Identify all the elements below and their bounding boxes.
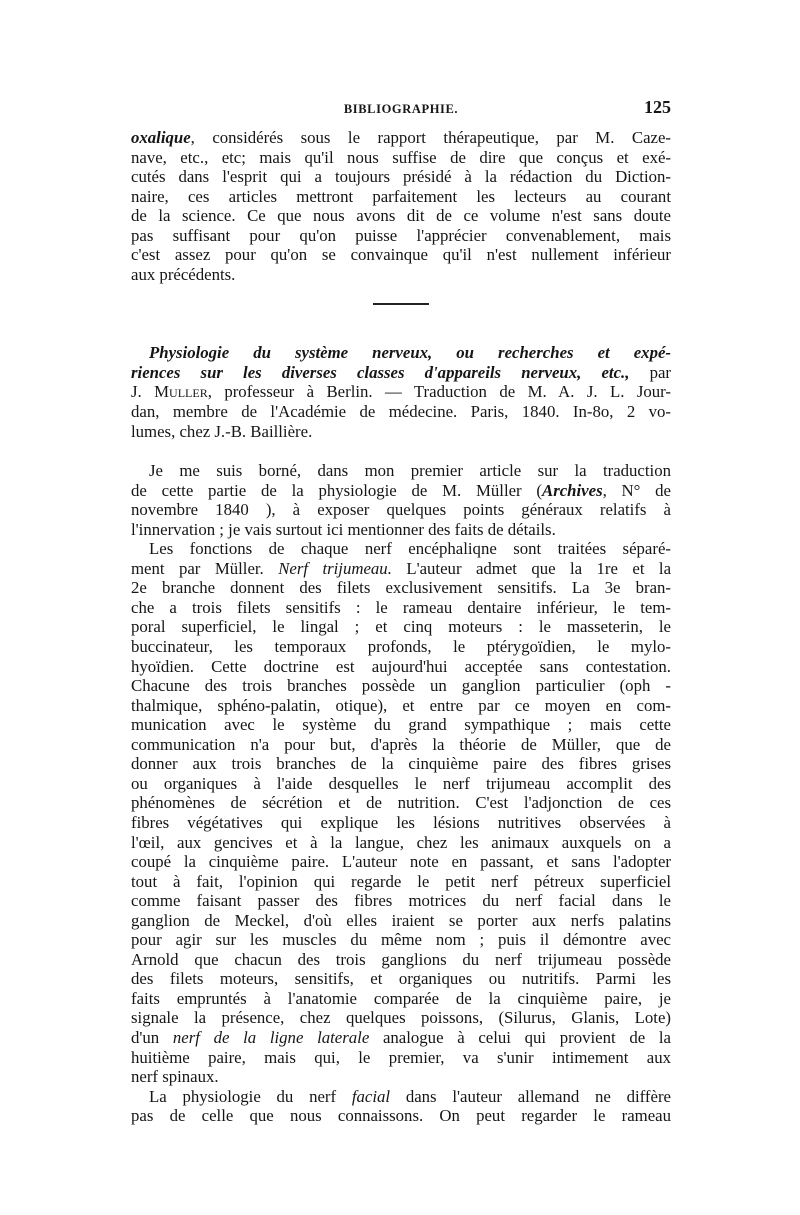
text-run: , N° de: [602, 480, 671, 500]
text-line: [131, 539, 671, 559]
text-run: munication avec le système du grand sympathique ; mais cette: [131, 715, 671, 735]
text-line: [131, 872, 671, 892]
text-run: J.: [131, 382, 155, 402]
text-line: [131, 676, 671, 696]
text-run: Les fonctions de chaque nerf encéphaliqne sont traitées séparé-: [149, 539, 671, 559]
text-line: [131, 1087, 671, 1107]
text-line: [131, 363, 671, 383]
text-line: [131, 1106, 671, 1126]
text-line: [131, 696, 671, 716]
text-run: facial: [351, 1086, 391, 1106]
text-line: [131, 989, 671, 1009]
text-line: [131, 1008, 671, 1028]
text-line: [131, 852, 671, 872]
text-line: [131, 481, 671, 501]
text-run: ganglion de Meckel, d'où elles iraient se porter aux nerfs palatins: [131, 910, 671, 930]
text-run: analogue à celui qui provient de la: [369, 1027, 671, 1047]
page-number: 125: [644, 97, 671, 117]
text-run: oxalique: [131, 128, 191, 147]
text-run: Archives: [542, 480, 603, 500]
text-line: [131, 167, 671, 187]
text-run: faits empruntés à l'anatomie comparée de la cinquième paire, je: [131, 988, 671, 1008]
page-header: [131, 98, 671, 120]
text-line: [131, 187, 671, 207]
text-line: [131, 461, 671, 481]
text-line: [131, 1048, 671, 1068]
text-run: c'est assez pour qu'on se convainque qu'il n'est nullement inférieur: [131, 245, 671, 265]
text-run: l'innervation ; je vais surtout ici mentionner des faits de détails.: [131, 519, 556, 539]
text-line: [131, 793, 671, 813]
text-line: [131, 206, 671, 226]
text-line: [131, 950, 671, 970]
text-line: [131, 813, 671, 833]
text-run: l'œil, aux gencives et à la langue, chez les animaux auxquels on a: [131, 832, 671, 852]
text-run: aux précédents.: [131, 264, 236, 284]
text-run: dan, membre de l'Académie de médecine. Paris, 1840. In-8o, 2 vo-: [131, 402, 671, 422]
text-run: La physiologie du nerf: [149, 1086, 352, 1106]
text-run: nerf de la ligne laterale: [172, 1027, 370, 1047]
text-line: [131, 911, 671, 931]
text-run: huitième paire, mais qui, le premier, va s'unir intimement aux: [131, 1047, 671, 1067]
text-line: [131, 715, 671, 735]
text-run: de la science. Ce que nous avons dit de ce volume n'est sans doute: [131, 206, 671, 226]
text-line: [131, 382, 671, 402]
text-run: nave, etc., etc; mais qu'il nous suffise de dire que conçus et exé-: [131, 147, 671, 167]
text-line: [131, 343, 671, 363]
text-line: [131, 578, 671, 598]
text-line: [131, 930, 671, 950]
text-run: L'auteur admet que la 1re et la: [391, 558, 672, 578]
text-run: 2e branche donnent des filets exclusivement sensitifs. La 3e bran-: [131, 578, 671, 598]
text-run: pas suffisant pour qu'on puisse l'apprécier convenablement, mais: [131, 225, 671, 245]
text-line: [131, 833, 671, 853]
text-run: coupé la cinquième paire. L'auteur note en passant, et sans l'adopter: [131, 852, 671, 872]
text-run: d'un: [131, 1027, 173, 1047]
text-run: signale la présence, chez quelques poissons, (Silurus, Glanis, Lote): [131, 1008, 671, 1028]
text-run: hyoïdien. Cette doctrine est aujourd'hui acceptée sans contestation.: [131, 656, 671, 676]
text-line: [131, 637, 671, 657]
text-run: cutés dans l'esprit qui a toujours présidé à la rédaction du Diction-: [131, 167, 671, 187]
text-run: comme faisant passer des fibres motrices du nerf facial dans le: [131, 891, 671, 911]
text-run: riences sur les diverses classes d'appareils nerveux, etc.,: [131, 362, 630, 382]
text-line: [131, 128, 671, 148]
text-line: [131, 754, 671, 774]
text-line: [131, 520, 671, 540]
text-run: che a trois filets sensitifs : le rameau dentaire inférieur, le tem-: [131, 597, 671, 617]
running-head: BIBLIOGRAPHIE.: [343, 102, 459, 116]
text-line: [131, 969, 671, 989]
text-run: naire, ces articles mettront parfaitement les lecteurs au courant: [131, 186, 671, 206]
text-line: [131, 245, 671, 265]
text-run: Muller: [154, 382, 208, 402]
text-run: pour agir sur les muscles du même nom ; puis il démontre avec: [131, 930, 671, 950]
text-line: [131, 657, 671, 677]
text-run: , considérés sous le rapport thérapeutique, par M. Caze-: [190, 128, 671, 147]
text-run: thalmique, sphéno-palatin, otique), et entre par ce moyen en com-: [131, 695, 671, 715]
bibliography-entry: [131, 343, 671, 441]
text-run: , professeur à Berlin. — Traduction de M. A. J. L. Jour-: [207, 382, 672, 402]
text-run: phénomènes de sécrétion et de nutrition. C'est l'adjonction de ces: [131, 793, 671, 813]
text-run: pas de celle que nous connaissons. On peut regarder le rameau: [131, 1106, 671, 1126]
text-line: [131, 1067, 671, 1087]
text-run: Chacune des trois branches possède un ganglion particulier (oph -: [131, 676, 671, 696]
text-run: poral superficiel, le lingal ; et cinq moteurs : le masseterin, le: [131, 617, 671, 637]
text-run: tout à fait, l'opinion qui regarde le petit nerf pétreux superficiel: [131, 871, 671, 891]
text-run: donner aux trois branches de la cinquième paire des fibres grises: [131, 754, 671, 774]
text-line: [131, 148, 671, 168]
text-line: [131, 617, 671, 637]
text-run: Arnold que chacun des trois ganglions du nerf trijumeau possède: [131, 949, 671, 969]
text-run: buccinateur, les temporaux profonds, le ptérygoïdien, le mylo-: [131, 637, 671, 657]
text-run: Nerf trijumeau.: [278, 558, 392, 578]
text-line: [131, 891, 671, 911]
text-line: [131, 226, 671, 246]
text-run: de cette partie de la physiologie de M. Müller (: [131, 480, 542, 500]
text-line: [131, 402, 671, 422]
text-run: novembre 1840 ), à exposer quelques points généraux relatifs à: [131, 500, 671, 520]
text-line: [131, 559, 671, 579]
text-run: ment par Müller.: [131, 558, 279, 578]
text-run: ou organiques à l'aide desquelles le nerf trijumeau accomplit des: [131, 773, 671, 793]
text-line: [131, 1028, 671, 1048]
text-run: dans l'auteur allemand ne diffère: [390, 1086, 671, 1106]
text-run: lumes, chez J.-B. Baillière.: [131, 421, 313, 441]
text-line: [131, 422, 671, 442]
text-line: [131, 598, 671, 618]
text-run: des filets moteurs, sensitifs, et organiques ou nutritifs. Parmi les: [131, 969, 671, 989]
text-line: [131, 500, 671, 520]
text-line: [131, 735, 671, 755]
text-line: [131, 265, 671, 285]
text-run: nerf spinaux.: [131, 1067, 219, 1087]
text-run: Je me suis borné, dans mon premier article sur la traduction: [149, 461, 671, 481]
text-run: communication n'a pour but, d'après la théorie de Müller, que de: [131, 734, 671, 754]
book-page: [131, 98, 671, 1126]
text-run: Physiologie du système nerveux, ou recherches et expé-: [149, 343, 671, 363]
text-run: fibres végétatives qui explique les lésions nutritives observées à: [131, 812, 671, 832]
section-divider: [373, 303, 429, 305]
continuation-paragraph: [131, 128, 671, 284]
text-run: par: [629, 362, 671, 382]
review-text: [131, 461, 671, 1126]
text-line: [131, 774, 671, 794]
